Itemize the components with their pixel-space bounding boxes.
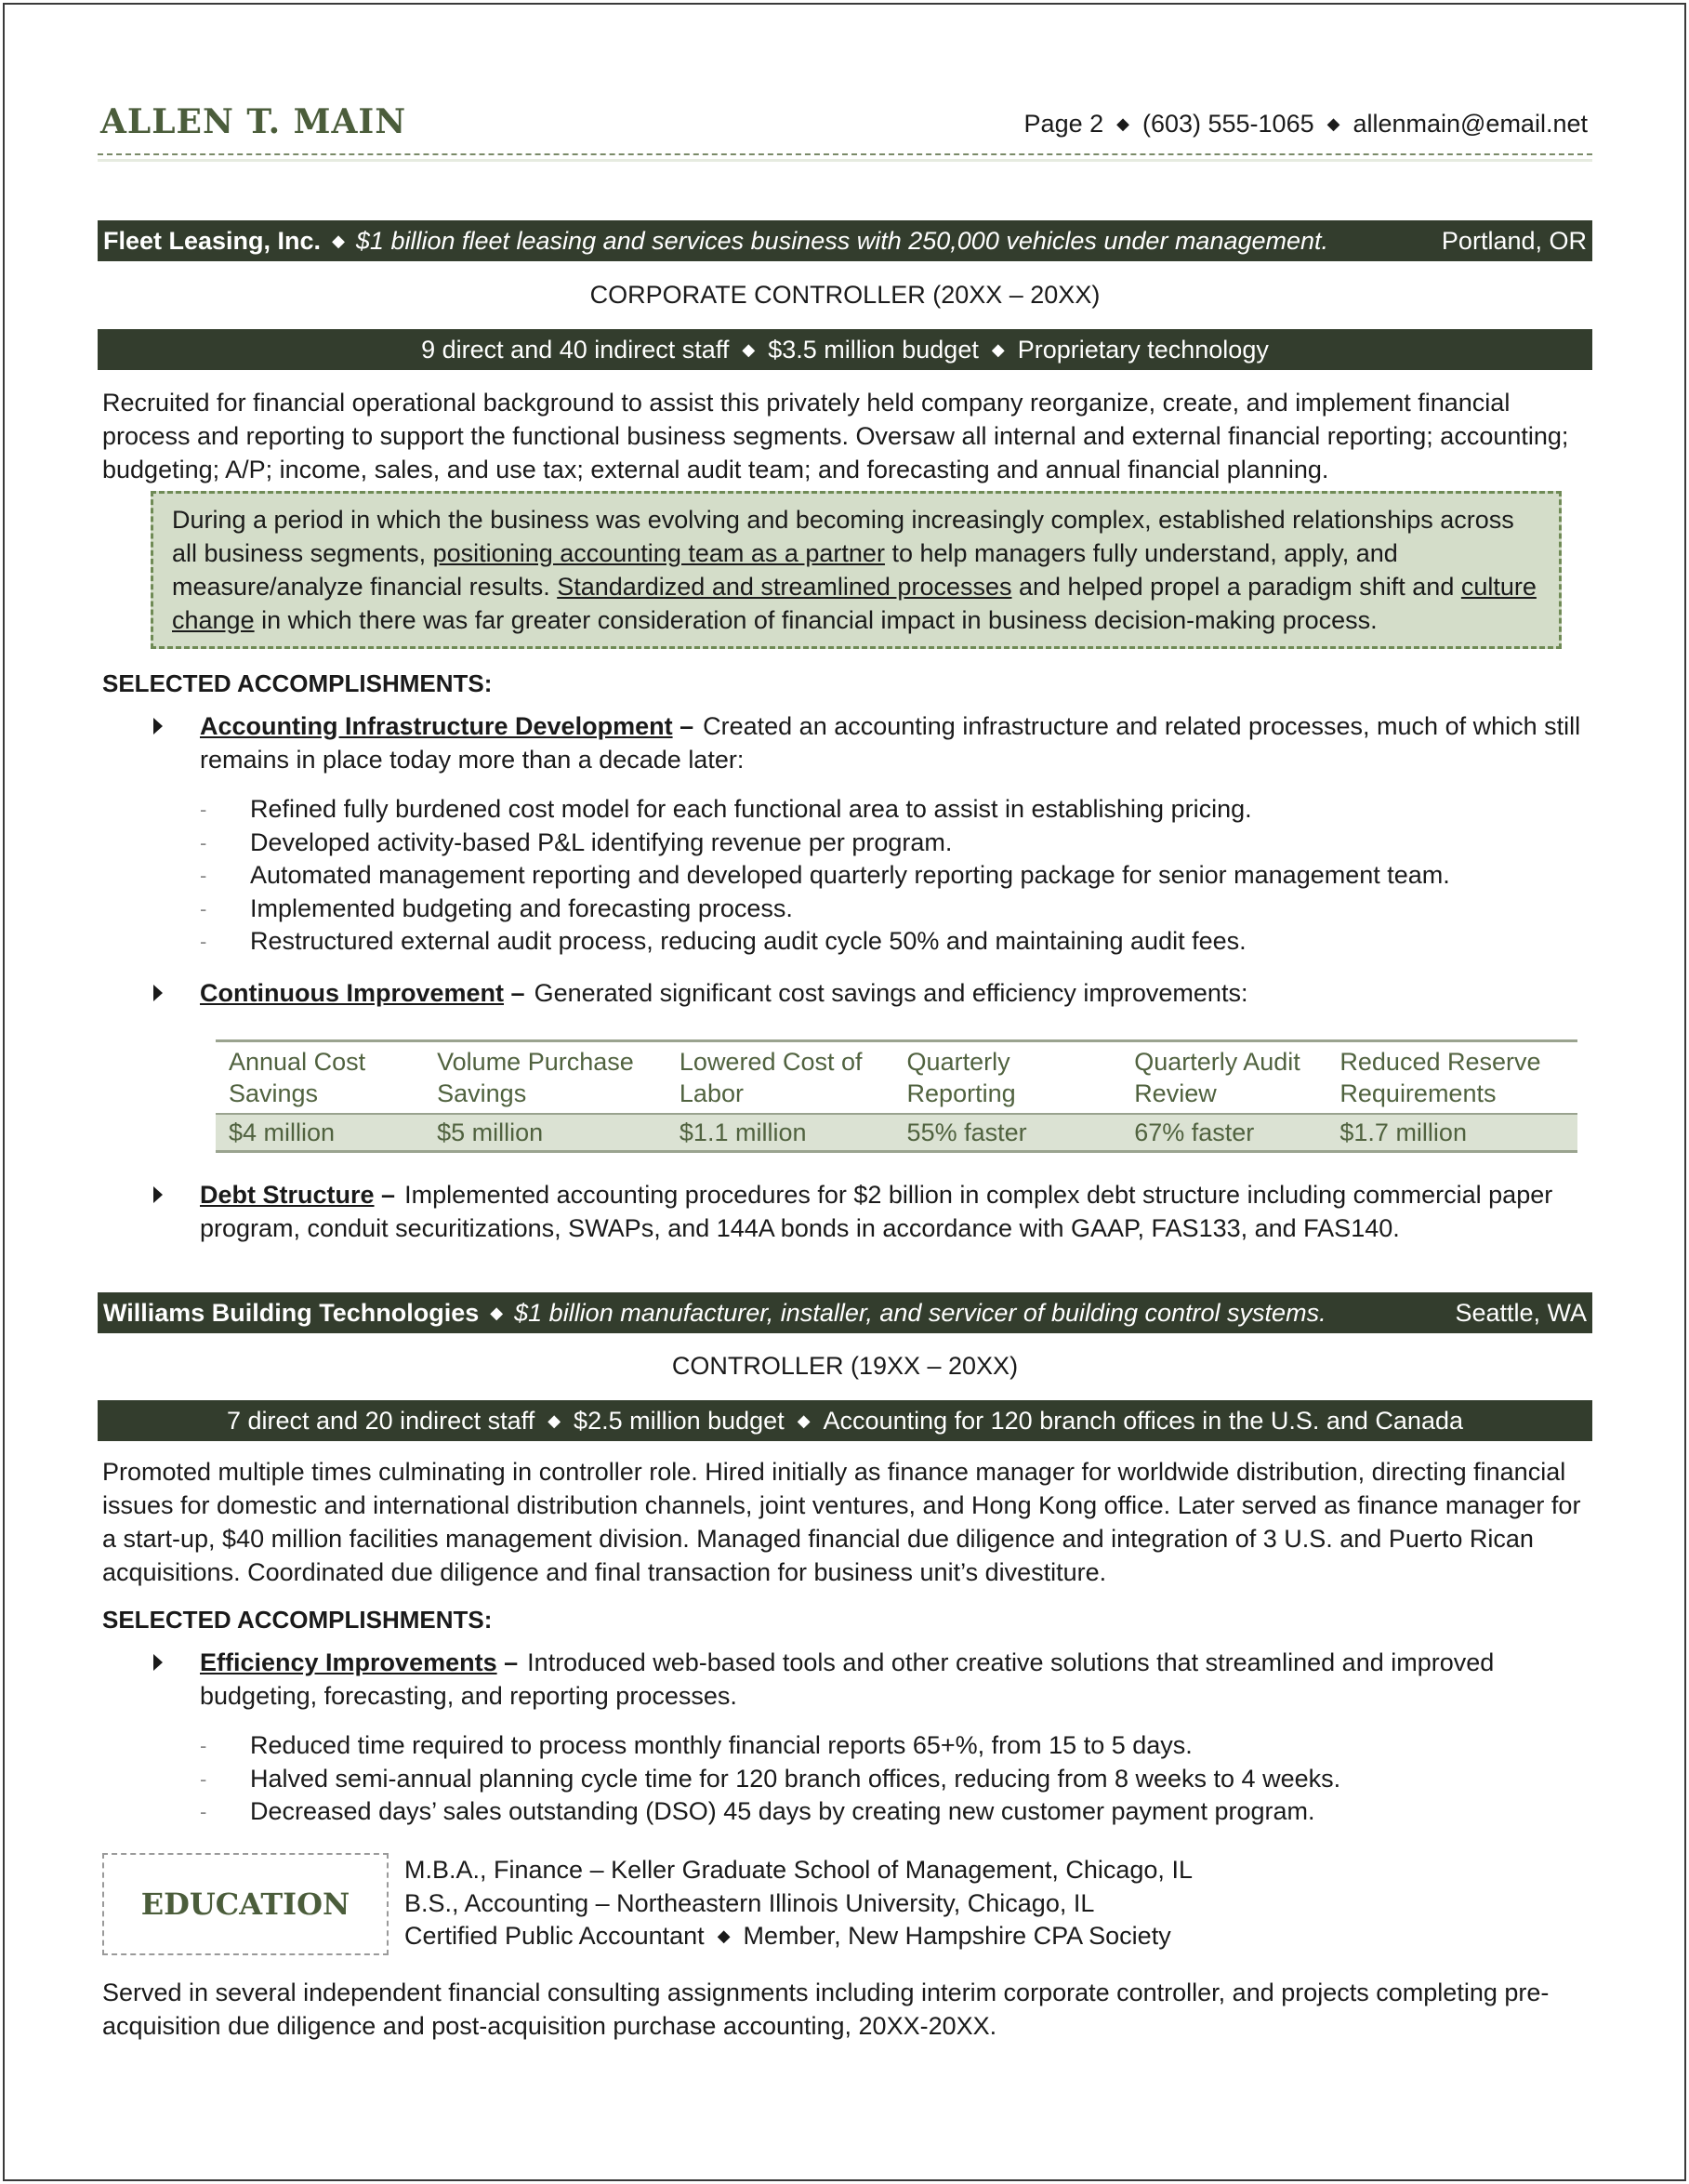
stat-branches: Accounting for 120 branch offices in the U.S. and Canada — [823, 1406, 1463, 1435]
diamond-icon: ◆ — [1116, 114, 1129, 133]
accomplishment-heading: Continuous Improvement — [200, 979, 505, 1007]
job-title: CONTROLLER (19XX – 20XX) — [671, 1352, 1019, 1380]
accomplishment-debt-structure — [200, 1178, 1594, 1245]
table-header-row — [216, 1042, 1577, 1114]
section-heading-accomplishments: SELECTED ACCOMPLISHMENTS: — [102, 1606, 493, 1634]
highlight-text: and helped propel a paradigm shift and — [1011, 573, 1461, 601]
stat-budget: $3.5 million budget — [768, 335, 979, 364]
job-stats-bar — [98, 329, 1592, 370]
membership: Member, New Hampshire CPA Society — [743, 1922, 1171, 1950]
stat-staff: 9 direct and 40 indirect staff — [421, 335, 730, 364]
accomplishment-text: Created an accounting infrastructure and related processes, much of which still remains in place today more than a decade later: — [200, 712, 1581, 774]
accomplishment-sublist — [200, 793, 1576, 959]
highlight-text: During a period in which the business was evolving and becoming increasingly complex, established relationships across all business segments, — [172, 506, 1514, 567]
list-item: - Restructured external audit process, reducing audit cycle 50% and maintaining audit fees. — [200, 925, 1576, 959]
triangle-bullet-icon — [153, 718, 163, 735]
column-header: Quarterly Reporting — [906, 1048, 1016, 1107]
highlight-emphasis: Standardized and streamlined processes — [557, 573, 1012, 601]
accomplishment-efficiency-improvements — [200, 1646, 1594, 1713]
highlight-emphasis: positioning accounting team as a partner — [432, 539, 885, 567]
job-summary: Recruited for financial operational background to assist this privately held company reorganize, create, and implement financial process and reporting to support the functional business segments. Oversaw all internal and external financial reporting; accounting; budgeting; A/P; income, sales, and use tax; external audit team; and forecasting and annual financial planning. — [102, 389, 1569, 483]
education-label: EDUCATION — [140, 1886, 350, 1922]
dash-separator: – — [510, 979, 525, 1007]
accomplishment-sublist — [200, 1729, 1576, 1829]
header-rule-shadow — [98, 159, 1592, 162]
header-rule — [98, 153, 1592, 155]
list-item: - Implemented budgeting and forecasting process. — [200, 893, 1576, 926]
list-item: - Refined fully burdened cost model for each functional area to assist in establishing pricing. — [200, 793, 1576, 827]
column-header: Annual Cost Savings — [229, 1048, 366, 1107]
accomplishment-continuous-improvement — [200, 976, 1594, 1010]
company-name: Fleet Leasing, Inc. — [103, 226, 322, 255]
company-bar-fleet-leasing — [98, 220, 1592, 261]
accomplishment-heading: Debt Structure — [200, 1181, 375, 1209]
triangle-bullet-icon — [153, 1186, 163, 1203]
footer-paragraph: Served in several independent financial consulting assignments including interim corporate controller, and projects completing pre-acquisition due diligence and post-acquisition purchase accounting, 20XX-20XX. — [102, 1979, 1550, 2040]
diamond-icon: ◆ — [742, 339, 756, 359]
accomplishment-heading: Efficiency Improvements — [200, 1648, 497, 1676]
table-cell: $1.1 million — [666, 1114, 894, 1150]
column-header: Quarterly Audit Review — [1134, 1048, 1300, 1107]
list-item: - Reduced time required to process monthly financial reports 65+%, from 15 to 5 days. — [200, 1729, 1576, 1763]
table-cell: 55% faster — [894, 1114, 1122, 1150]
degree-bs: B.S., Accounting – Northeastern Illinois University, Chicago, IL — [404, 1888, 1095, 1917]
job-title: CORPORATE CONTROLLER (20XX – 20XX) — [589, 281, 1101, 309]
certification: Certified Public Accountant — [404, 1922, 705, 1950]
highlight-text: in which there was far greater consideration of financial impact in business decision-making process. — [254, 606, 1378, 634]
education-label-box — [102, 1853, 389, 1955]
dash-separator: – — [504, 1648, 519, 1676]
dash-separator: – — [680, 712, 694, 740]
job-stats-bar — [98, 1400, 1592, 1441]
education-list — [404, 1854, 1193, 1953]
contact-info — [1024, 110, 1588, 139]
stat-technology: Proprietary technology — [1017, 335, 1269, 364]
table-cell: $5 million — [424, 1114, 666, 1150]
email-address: allenmain@email.net — [1353, 110, 1588, 138]
dash-separator: – — [381, 1181, 396, 1209]
diamond-icon: ◆ — [717, 1926, 731, 1945]
triangle-bullet-icon — [153, 985, 163, 1001]
table-cell: $1.7 million — [1326, 1114, 1577, 1150]
column-header: Volume Purchase Savings — [437, 1048, 634, 1107]
table-cell: $4 million — [216, 1114, 424, 1150]
accomplishment-text: Generated significant cost savings and efficiency improvements: — [534, 979, 1248, 1007]
stat-staff: 7 direct and 20 indirect staff — [227, 1406, 535, 1435]
company-description: $1 billion fleet leasing and services business with 250,000 vehicles under management. — [355, 226, 1329, 255]
column-header: Reduced Reserve Requirements — [1339, 1048, 1541, 1107]
section-heading-accomplishments: SELECTED ACCOMPLISHMENTS: — [102, 669, 493, 697]
candidate-name: ALLEN T. MAIN — [100, 102, 407, 141]
table-cell: 67% faster — [1121, 1114, 1326, 1150]
highlight-box — [151, 491, 1562, 649]
highlight-text: to help managers fully understand, apply, and measure/analyze financial results. — [172, 539, 1398, 601]
highlight-emphasis: culture change — [172, 573, 1537, 634]
accomplishment-accounting-infrastructure — [200, 709, 1594, 776]
list-item: - Decreased days’ sales outstanding (DSO) 45 days by creating new customer payment program. — [200, 1795, 1576, 1829]
accomplishment-text: Introduced web-based tools and other creative solutions that streamlined and improved budgeting, forecasting, and reporting processes. — [200, 1648, 1495, 1710]
certification-line — [404, 1920, 1193, 1953]
list-item: - Automated management reporting and developed quarterly reporting package for senior management team. — [200, 859, 1576, 893]
accomplishment-heading: Accounting Infrastructure Development — [200, 712, 673, 740]
page-number: Page 2 — [1023, 110, 1104, 138]
phone-number: (603) 555-1065 — [1141, 110, 1314, 138]
company-location: Portland, OR — [1441, 226, 1587, 255]
accomplishment-text: Implemented accounting procedures for $2 billion in complex debt structure including commercial paper program, conduit securitizations, SWAPs, and 144A bonds in accordance with GAAP, FAS133, and FAS140. — [200, 1181, 1553, 1242]
diamond-icon: ◆ — [332, 231, 345, 250]
diamond-icon: ◆ — [1326, 114, 1340, 133]
results-table — [216, 1039, 1577, 1153]
list-item: - Halved semi-annual planning cycle time for 120 branch offices, reducing from 8 weeks to 4 weeks. — [200, 1763, 1576, 1796]
diamond-icon: ◆ — [490, 1303, 504, 1322]
degree-mba: M.B.A., Finance – Keller Graduate School of Management, Chicago, IL — [404, 1856, 1193, 1884]
table-row — [216, 1114, 1577, 1150]
column-header: Lowered Cost of Labor — [679, 1048, 863, 1107]
stat-budget: $2.5 million budget — [574, 1406, 785, 1435]
diamond-icon: ◆ — [548, 1410, 561, 1430]
company-bar-williams-building — [98, 1292, 1592, 1333]
diamond-icon: ◆ — [991, 339, 1005, 359]
company-name: Williams Building Technologies — [103, 1298, 480, 1327]
company-description: $1 billion manufacturer, installer, and servicer of building control systems. — [514, 1298, 1326, 1327]
job-summary: Promoted multiple times culminating in controller role. Hired initially as finance manager for worldwide distribution, directing financial issues for domestic and international distribution channels, joint ventures, and Hong Kong office. Later served as finance manager for a start-up, $40 million facilities management division. Managed financial due diligence and integration of 3 U.S. and Puerto Rican acquisitions. Coordinated due diligence and final transaction for business unit’s divestiture. — [102, 1458, 1581, 1586]
list-item: - Developed activity-based P&L identifying revenue per program. — [200, 827, 1576, 860]
diamond-icon: ◆ — [797, 1410, 811, 1430]
company-location: Seattle, WA — [1455, 1298, 1587, 1327]
triangle-bullet-icon — [153, 1654, 163, 1671]
